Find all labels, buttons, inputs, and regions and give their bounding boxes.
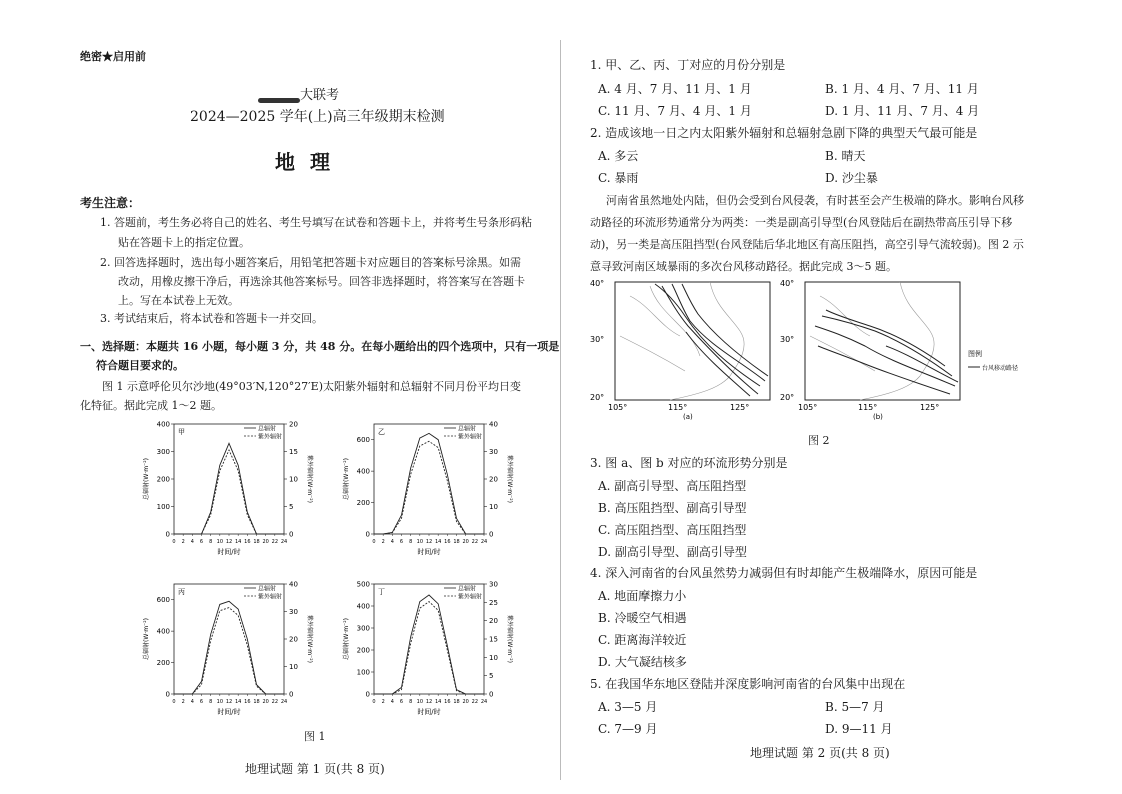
x-tick-label: 20 (462, 699, 469, 705)
legend-label: 紫外辐射 (458, 593, 483, 601)
x-tick-label: 4 (390, 539, 394, 545)
x-tick-label: 12 (225, 699, 233, 705)
x-tick-label: 18 (453, 539, 460, 545)
chart-frame (374, 424, 484, 534)
y2-tick-label: 20 (289, 420, 298, 429)
x-tick-label: 2 (181, 539, 185, 545)
chart-frame (174, 424, 284, 534)
option-4c: C. 距离海洋较近 (598, 633, 687, 647)
lat-30-label: 30° (780, 335, 795, 344)
notice-line: 2. 回答选择题时，选出每小题答案后，用铅笔把答题卡对应题目的答案标号涂黑。如需 (100, 256, 521, 269)
lat-20-label: 20° (780, 393, 795, 402)
option-2b: B. 晴天 (825, 149, 866, 163)
y2-tick-label: 40 (289, 580, 298, 589)
notice-line: 1. 答题前，考生务必将自己的姓名、考生号填写在试卷和答题卡上，并将考生号条形码粘 (100, 216, 532, 229)
y-tick-label: 500 (356, 580, 370, 589)
legend-item: 台风移动路径 (982, 365, 1019, 372)
x-tick-label: 10 (416, 699, 424, 705)
y2-tick-label: 0 (489, 530, 494, 539)
y-tick-label: 100 (356, 668, 370, 677)
y2-tick-label: 20 (489, 475, 498, 484)
y2-tick-label: 25 (489, 598, 498, 607)
y-tick-label: 200 (356, 499, 370, 508)
x-axis-label: 时间/时 (217, 708, 241, 716)
y2-axis-label: 紫外辐射(W·m⁻²) (306, 615, 313, 663)
notice-line: 贴在答题卡上的指定位置。 (118, 236, 250, 249)
y-tick-label: 0 (165, 530, 170, 539)
x-tick-label: 10 (216, 699, 224, 705)
exam-brand: 大联考 (300, 88, 340, 103)
y2-tick-label: 10 (289, 663, 298, 671)
legend-label: 紫外辐射 (258, 593, 283, 601)
legend-label: 紫外辐射 (258, 433, 283, 441)
exam-brand-logo (258, 98, 300, 103)
panel-label: 乙 (378, 428, 385, 436)
x-tick-label: 8 (209, 539, 213, 545)
panel-label: 甲 (178, 428, 185, 436)
y-tick-label: 400 (356, 467, 370, 476)
series-line-total (374, 433, 484, 534)
question-1: 1. 甲、乙、丙、丁对应的月份分别是 (590, 58, 786, 72)
x-tick-label: 24 (280, 539, 288, 545)
panel-label: 丁 (378, 588, 385, 596)
map-b-frame (805, 282, 960, 400)
option-3a: A. 副高引导型、高压阻挡型 (598, 479, 747, 493)
option-1b: B. 1 月、4 月、7 月、11 月 (825, 82, 979, 96)
legend-label: 总辐射 (458, 425, 477, 433)
exam-title: 2024—2025 学年(上)高三年级期末检测 (190, 109, 445, 125)
y2-tick-label: 0 (289, 530, 294, 539)
x-tick-label: 16 (444, 699, 451, 705)
option-1a: A. 4 月、7 月、11 月、1 月 (598, 82, 752, 96)
y-tick-label: 200 (156, 475, 170, 484)
lat-40-label: 40° (780, 279, 795, 288)
x-tick-label: 12 (225, 539, 233, 545)
x-tick-label: 6 (399, 699, 404, 705)
x-tick-label: 4 (190, 699, 194, 705)
figure-2-maps (590, 276, 1019, 426)
x-tick-label: 6 (199, 539, 204, 545)
legend-label: 总辐射 (258, 585, 277, 593)
y2-tick-label: 0 (489, 690, 494, 699)
y-tick-label: 0 (365, 690, 370, 699)
question-4: 4. 深入河南省的台风虽然势力减弱但有时却能产生极端降水，原因可能是 (590, 566, 978, 580)
x-tick-label: 10 (416, 539, 424, 545)
y2-tick-label: 0 (289, 690, 294, 699)
secret-mark: 绝密★启用前 (80, 50, 146, 63)
lat-40-label: 40° (590, 279, 605, 288)
y2-axis-label: 紫外辐射(W·m⁻²) (506, 455, 513, 503)
y2-axis-label: 紫外辐射(W·m⁻²) (306, 455, 313, 503)
lon-125-label: 125° (920, 403, 940, 412)
x-tick-label: 24 (280, 699, 288, 705)
intro-text: 化特征。据此完成 1～2 题。 (80, 399, 222, 412)
lon-115-label: 115° (668, 403, 688, 412)
notice-line: 3. 考试结束后，将本试卷和答题卡一并交回。 (100, 312, 323, 325)
x-tick-label: 4 (390, 699, 394, 705)
option-1d: D. 1 月、11 月、7 月、4 月 (825, 104, 980, 118)
y-tick-label: 400 (356, 602, 370, 611)
passage-line: 意寻致河南区域暴雨的多次台风移动路径。据此完成 3～5 题。 (590, 260, 897, 273)
x-tick-label: 2 (381, 539, 385, 545)
intro-text: 图 1 示意呼伦贝尔沙地(49°03′N,120°27′E)太阳紫外辐射和总辐射不同月份平均日变 (102, 380, 522, 393)
x-tick-label: 0 (172, 699, 176, 705)
x-tick-label: 2 (381, 699, 385, 705)
page-footer-left: 地理试题 第 1 页(共 8 页) (245, 762, 385, 776)
y-tick-label: 200 (156, 659, 170, 668)
y-tick-label: 200 (356, 646, 370, 655)
legend-label: 总辐射 (258, 425, 277, 433)
map-a-label: (a) (683, 413, 693, 421)
y-tick-label: 600 (356, 436, 370, 445)
y2-tick-label: 15 (289, 448, 298, 456)
x-tick-label: 6 (199, 699, 204, 705)
y2-tick-label: 10 (489, 653, 498, 662)
y-axis-label: 总辐射(W·m⁻²) (143, 458, 150, 500)
series-line-uv (174, 608, 284, 694)
question-2: 2. 造成该地一日之内太阳紫外辐射和总辐射急剧下降的典型天气最可能是 (590, 126, 978, 140)
page-divider (560, 40, 561, 780)
lon-115-label: 115° (858, 403, 878, 412)
option-3c: C. 高压阻挡型、高压阻挡型 (598, 523, 747, 537)
question-3: 3. 图 a、图 b 对应的环流形势分别是 (590, 456, 788, 470)
y2-tick-label: 15 (489, 635, 498, 644)
x-tick-label: 20 (262, 539, 269, 545)
y-axis-label: 总辐射(W·m⁻²) (343, 618, 350, 660)
y-tick-label: 0 (165, 690, 170, 699)
x-tick-label: 22 (471, 699, 479, 705)
y-tick-label: 300 (156, 448, 170, 456)
x-tick-label: 16 (244, 699, 251, 705)
y2-tick-label: 20 (289, 635, 298, 644)
passage-line: 河南省虽然地处内陆，但仍会受到台风侵袭，有时甚至会产生极端的降水。影响台风移 (606, 194, 1024, 207)
y2-tick-label: 30 (489, 448, 498, 456)
passage-line: 动)，另一类是高压阻挡型(台风登陆后华北地区有高压阻挡，高空引导气流较弱)。图 2 示 (590, 238, 1024, 251)
option-5c: C. 7—9 月 (598, 722, 658, 736)
x-tick-label: 8 (409, 539, 413, 545)
x-tick-label: 8 (409, 699, 413, 705)
x-tick-label: 16 (444, 539, 451, 545)
x-tick-label: 20 (262, 699, 269, 705)
option-5a: A. 3—5 月 (598, 700, 658, 714)
x-tick-label: 12 (425, 539, 433, 545)
page-footer-right: 地理试题 第 2 页(共 8 页) (750, 746, 890, 760)
series-line-uv (374, 441, 484, 534)
option-5d: D. 9—11 月 (825, 722, 893, 736)
figure-2-caption: 图 2 (808, 434, 830, 447)
y-tick-label: 600 (156, 596, 170, 605)
legend-title: 图例 (968, 350, 982, 358)
x-tick-label: 14 (234, 699, 242, 705)
x-tick-label: 0 (372, 539, 376, 545)
x-tick-label: 14 (234, 539, 242, 545)
lon-105-label: 105° (798, 403, 818, 412)
notice-line: 上。写在本试卷上无效。 (118, 294, 239, 307)
y2-tick-label: 40 (489, 420, 498, 429)
figure-1-caption: 图 1 (304, 730, 326, 743)
option-4a: A. 地面摩擦力小 (598, 589, 687, 603)
x-tick-label: 18 (253, 699, 260, 705)
x-axis-label: 时间/时 (417, 708, 441, 716)
option-5b: B. 5—7 月 (825, 700, 885, 714)
option-3b: B. 高压阻挡型、副高引导型 (598, 501, 747, 515)
y-tick-label: 0 (365, 530, 370, 539)
x-tick-label: 16 (244, 539, 251, 545)
y2-tick-label: 5 (289, 503, 294, 511)
option-2c: C. 暴雨 (598, 171, 639, 185)
x-tick-label: 14 (434, 539, 442, 545)
y-axis-label: 总辐射(W·m⁻²) (143, 618, 150, 660)
figure-1-charts (140, 412, 520, 724)
option-2d: D. 沙尘暴 (825, 171, 878, 185)
x-axis-label: 时间/时 (217, 548, 241, 556)
legend-label: 紫外辐射 (458, 433, 483, 441)
y-axis-label: 总辐射(W·m⁻²) (343, 458, 350, 500)
y2-axis-label: 紫外辐射(W·m⁻²) (506, 615, 513, 663)
series-line-total (174, 601, 284, 694)
lon-105-label: 105° (608, 403, 628, 412)
y2-tick-label: 20 (489, 617, 498, 626)
x-tick-label: 18 (453, 699, 460, 705)
x-tick-label: 18 (253, 539, 260, 545)
series-line-total (374, 595, 484, 694)
y-tick-label: 400 (156, 627, 170, 636)
lat-30-label: 30° (590, 335, 605, 344)
x-tick-label: 8 (209, 699, 213, 705)
series-line-total (174, 443, 284, 534)
option-4b: B. 冷暖空气相遇 (598, 611, 687, 625)
x-tick-label: 4 (190, 539, 194, 545)
passage-line: 动路径的环流形势通常分为两类：一类是副高引导型(台风登陆后在副热带高压引导下移 (590, 216, 1013, 229)
x-tick-label: 22 (271, 699, 279, 705)
option-3d: D. 副高引导型、副高引导型 (598, 545, 747, 559)
lat-20-label: 20° (590, 393, 605, 402)
section-title: 一、选择题：本题共 16 小题，每小题 3 分，共 48 分。在每小题给出的四个选项中，只有一项是 (80, 340, 560, 353)
subject-title: 地 理 (275, 150, 334, 174)
option-4d: D. 大气凝结核多 (598, 655, 687, 669)
x-tick-label: 6 (399, 539, 404, 545)
chart-frame (374, 584, 484, 694)
x-axis-label: 时间/时 (417, 548, 441, 556)
x-tick-label: 22 (471, 539, 479, 545)
x-tick-label: 20 (462, 539, 469, 545)
y-tick-label: 100 (156, 503, 170, 511)
y2-tick-label: 5 (489, 672, 494, 681)
y2-tick-label: 30 (289, 608, 298, 616)
series-line-uv (374, 602, 484, 694)
map-b-label: (b) (873, 413, 883, 421)
x-tick-label: 24 (480, 539, 488, 545)
y-tick-label: 400 (156, 420, 170, 429)
series-line-uv (174, 450, 284, 534)
x-tick-label: 2 (181, 699, 185, 705)
y-tick-label: 300 (356, 624, 370, 633)
x-tick-label: 12 (425, 699, 433, 705)
y2-tick-label: 10 (489, 503, 498, 511)
chart-frame (174, 584, 284, 694)
panel-label: 丙 (178, 588, 185, 596)
lon-125-label: 125° (730, 403, 750, 412)
x-tick-label: 10 (216, 539, 224, 545)
y2-tick-label: 30 (489, 580, 498, 589)
x-tick-label: 14 (434, 699, 442, 705)
x-tick-label: 0 (372, 699, 376, 705)
legend-label: 总辐射 (458, 585, 477, 593)
section-title: 符合题目要求的。 (96, 359, 184, 372)
y2-tick-label: 10 (289, 475, 298, 484)
x-tick-label: 0 (172, 539, 176, 545)
question-5: 5. 在我国华东地区登陆并深度影响河南省的台风集中出现在 (590, 677, 906, 691)
x-tick-label: 22 (271, 539, 279, 545)
option-1c: C. 11 月、7 月、4 月、1 月 (598, 104, 752, 118)
notice-line: 改动，用橡皮擦干净后，再选涂其他答案标号。回答非选择题时，将答案写在答题卡 (118, 275, 525, 288)
notice-heading: 考生注意： (80, 196, 141, 210)
option-2a: A. 多云 (598, 149, 639, 163)
x-tick-label: 24 (480, 699, 488, 705)
